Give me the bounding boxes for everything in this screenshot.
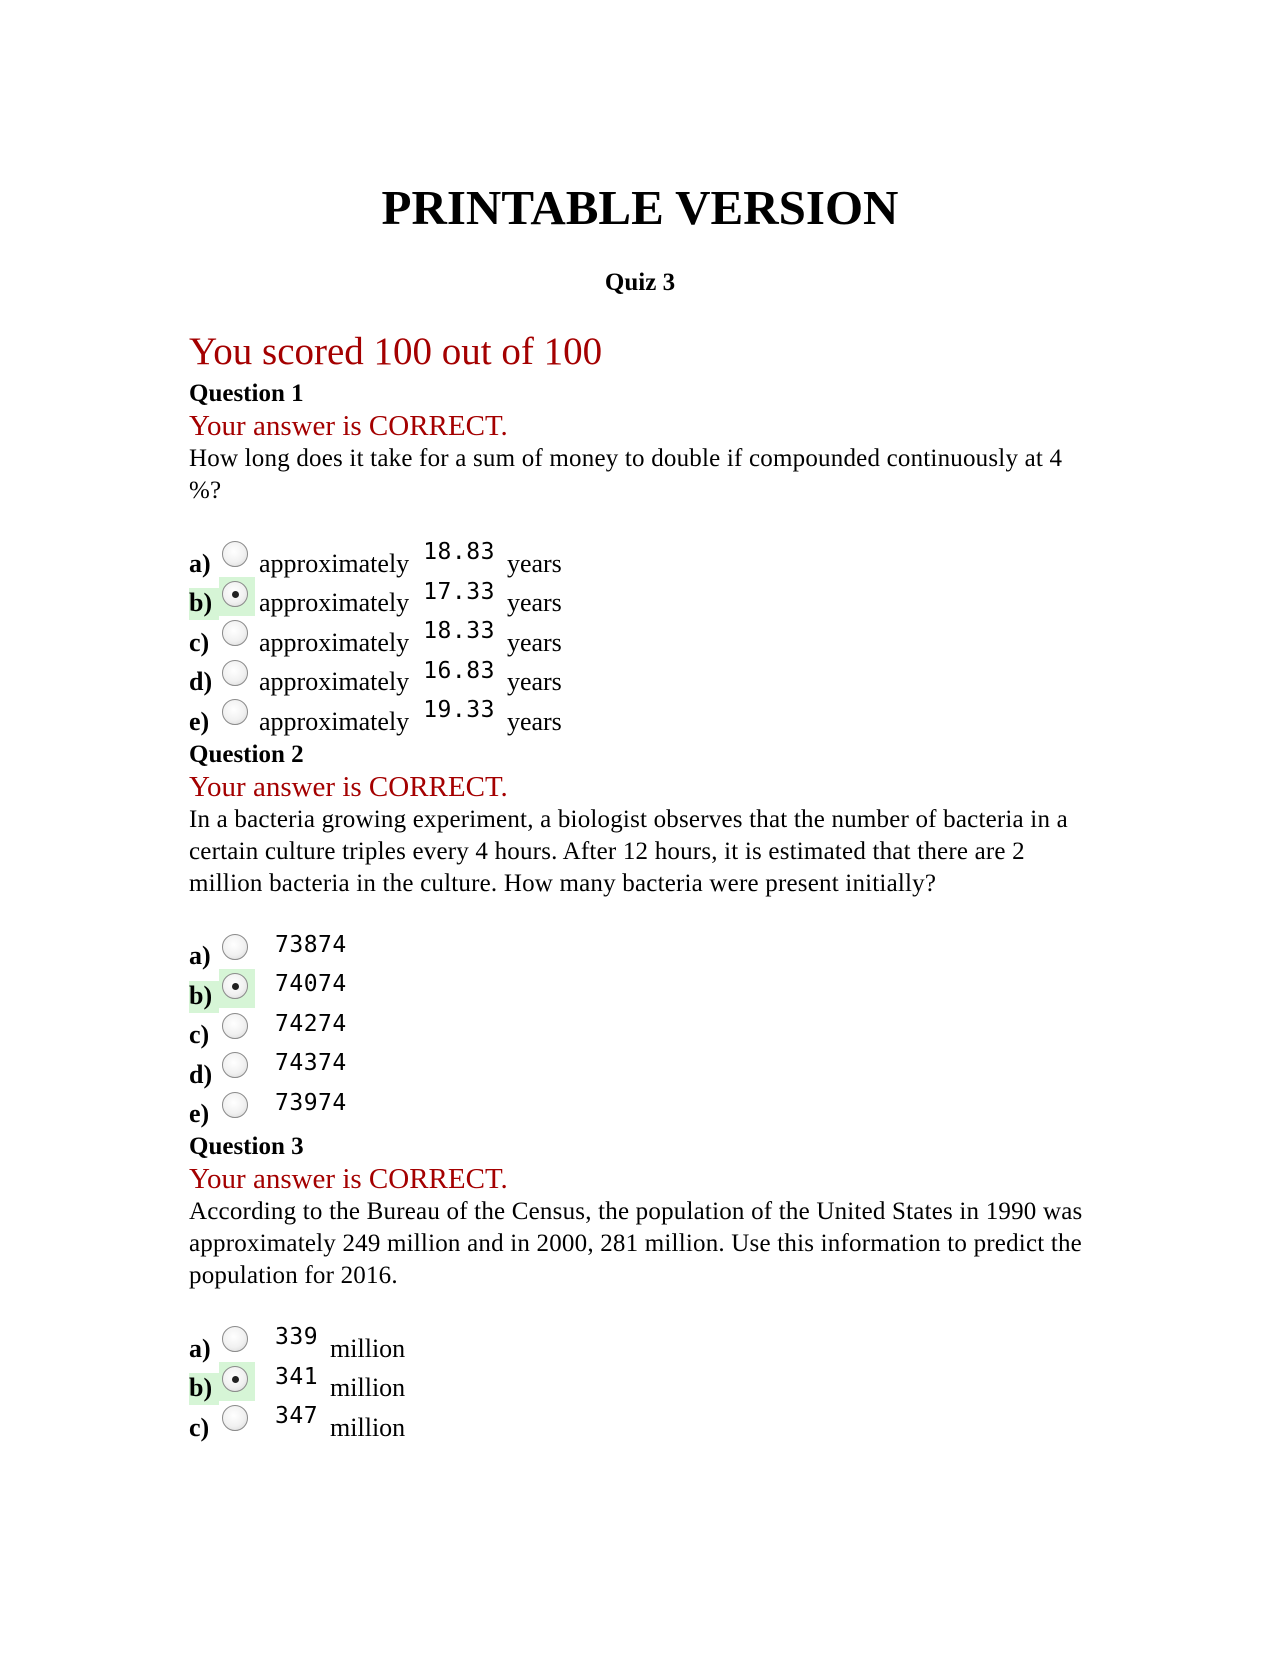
option-prefix: approximately bbox=[259, 588, 410, 617]
option-letter: e) bbox=[189, 706, 210, 736]
option-letter: a) bbox=[189, 548, 211, 578]
question-block bbox=[189, 739, 1089, 1132]
option-value: 347 bbox=[275, 1403, 319, 1429]
option-letter: e) bbox=[189, 1099, 210, 1128]
answer-option bbox=[189, 657, 1089, 700]
page-title: PRINTABLE VERSION bbox=[381, 180, 899, 235]
answer-status: Your answer is CORRECT. bbox=[189, 770, 508, 803]
option-value: 19.33 bbox=[423, 697, 495, 723]
option-prefix: approximately bbox=[259, 706, 410, 736]
option-unit: years bbox=[506, 548, 562, 578]
option-prefix: approximately bbox=[259, 627, 410, 657]
option-letter: b) bbox=[189, 588, 219, 620]
radio-button-selected[interactable] bbox=[222, 581, 248, 607]
radio-button-selected[interactable] bbox=[222, 1366, 248, 1392]
option-value: 17.33 bbox=[423, 578, 495, 605]
option-value: 73974 bbox=[275, 1089, 347, 1116]
option-value: 74374 bbox=[275, 1050, 347, 1076]
option-value: 74074 bbox=[275, 971, 347, 997]
option-letter: c) bbox=[189, 627, 210, 657]
radio-button[interactable] bbox=[222, 699, 248, 725]
question-heading: Question 3 bbox=[189, 1133, 304, 1160]
option-letter: c) bbox=[189, 1412, 210, 1442]
option-radio-wrapper bbox=[219, 616, 255, 655]
option-letter: a) bbox=[189, 1333, 211, 1363]
radio-button[interactable] bbox=[222, 1013, 248, 1039]
option-letter: c) bbox=[189, 1020, 210, 1049]
quiz-results bbox=[189, 330, 1089, 1445]
radio-button[interactable] bbox=[222, 1326, 248, 1352]
answer-option bbox=[189, 578, 1089, 621]
option-value: 341 bbox=[275, 1363, 319, 1390]
option-radio-wrapper bbox=[219, 577, 255, 616]
question-text: According to the Bureau of the Census, the population of the United States in 1990 was approximately 249 million and in 2000, 281 million. Use this information to predict the population for 2016. bbox=[189, 1198, 1083, 1289]
answer-option bbox=[189, 973, 1089, 1013]
answer-option bbox=[189, 1089, 1089, 1132]
radio-button[interactable] bbox=[222, 934, 248, 960]
answer-option bbox=[189, 1363, 1089, 1406]
option-radio-wrapper bbox=[219, 1362, 255, 1401]
question-block bbox=[189, 378, 1089, 739]
option-radio-wrapper bbox=[219, 537, 255, 576]
option-unit: years bbox=[506, 706, 562, 736]
option-letter: d) bbox=[189, 1059, 213, 1089]
question-list bbox=[189, 378, 1089, 1445]
option-radio-wrapper bbox=[219, 1048, 255, 1087]
answer-option bbox=[189, 699, 1089, 739]
option-unit: years bbox=[506, 588, 562, 617]
question-heading: Question 2 bbox=[189, 740, 304, 768]
answer-option bbox=[189, 1405, 1089, 1445]
option-prefix: approximately bbox=[259, 667, 410, 696]
answer-option bbox=[189, 1052, 1089, 1092]
quiz-subtitle: Quiz 3 bbox=[604, 269, 676, 296]
radio-button[interactable] bbox=[222, 1052, 248, 1078]
option-unit: million bbox=[330, 1333, 406, 1363]
score-summary: You scored 100 out of 100 bbox=[189, 330, 603, 373]
option-letter: b) bbox=[189, 1373, 219, 1405]
radio-button[interactable] bbox=[222, 620, 248, 646]
answer-options bbox=[189, 541, 1089, 739]
answer-status: Your answer is CORRECT. bbox=[189, 410, 508, 442]
option-radio-wrapper bbox=[219, 1088, 255, 1127]
radio-button-selected[interactable] bbox=[222, 973, 248, 999]
question-heading: Question 1 bbox=[189, 380, 304, 407]
option-letter: d) bbox=[189, 667, 213, 696]
question-text: How long does it take for a sum of money to double if compounded continuously at 4 %? bbox=[189, 445, 1063, 504]
option-unit: years bbox=[506, 627, 562, 657]
option-value: 339 bbox=[275, 1324, 319, 1350]
option-radio-wrapper bbox=[219, 695, 255, 734]
option-radio-wrapper bbox=[219, 1322, 255, 1361]
option-value: 18.83 bbox=[423, 539, 495, 565]
option-radio-wrapper bbox=[219, 930, 255, 969]
radio-button[interactable] bbox=[222, 541, 248, 567]
question-block bbox=[189, 1131, 1089, 1445]
answer-option bbox=[189, 620, 1089, 660]
answer-options bbox=[189, 1326, 1089, 1445]
option-letter: a) bbox=[189, 941, 211, 970]
option-value: 74274 bbox=[275, 1010, 347, 1037]
option-prefix: approximately bbox=[259, 548, 410, 578]
radio-button[interactable] bbox=[222, 660, 248, 686]
option-unit: million bbox=[330, 1412, 406, 1442]
option-radio-wrapper bbox=[219, 656, 255, 695]
radio-button[interactable] bbox=[222, 1092, 248, 1118]
answer-option bbox=[189, 1326, 1089, 1366]
option-value: 73874 bbox=[275, 931, 347, 958]
option-unit: million bbox=[330, 1373, 406, 1402]
option-value: 18.33 bbox=[423, 618, 495, 644]
option-letter: b) bbox=[189, 981, 219, 1013]
option-radio-wrapper bbox=[219, 969, 255, 1008]
answer-option bbox=[189, 541, 1089, 581]
question-text: In a bacteria growing experiment, a biologist observes that the number of bacteria in a certain culture triples every 4 hours. After 12 hours, it is estimated that there are 2 million bacteria in the culture. How many bacteria were present initially? bbox=[189, 805, 1068, 897]
option-radio-wrapper bbox=[219, 1009, 255, 1048]
answer-status: Your answer is CORRECT. bbox=[189, 1163, 508, 1195]
option-unit: years bbox=[506, 667, 562, 696]
answer-options bbox=[189, 931, 1089, 1132]
radio-button[interactable] bbox=[222, 1405, 248, 1431]
answer-option bbox=[189, 1010, 1089, 1053]
option-value: 16.83 bbox=[423, 657, 495, 684]
answer-option bbox=[189, 931, 1089, 974]
option-radio-wrapper bbox=[219, 1401, 255, 1440]
